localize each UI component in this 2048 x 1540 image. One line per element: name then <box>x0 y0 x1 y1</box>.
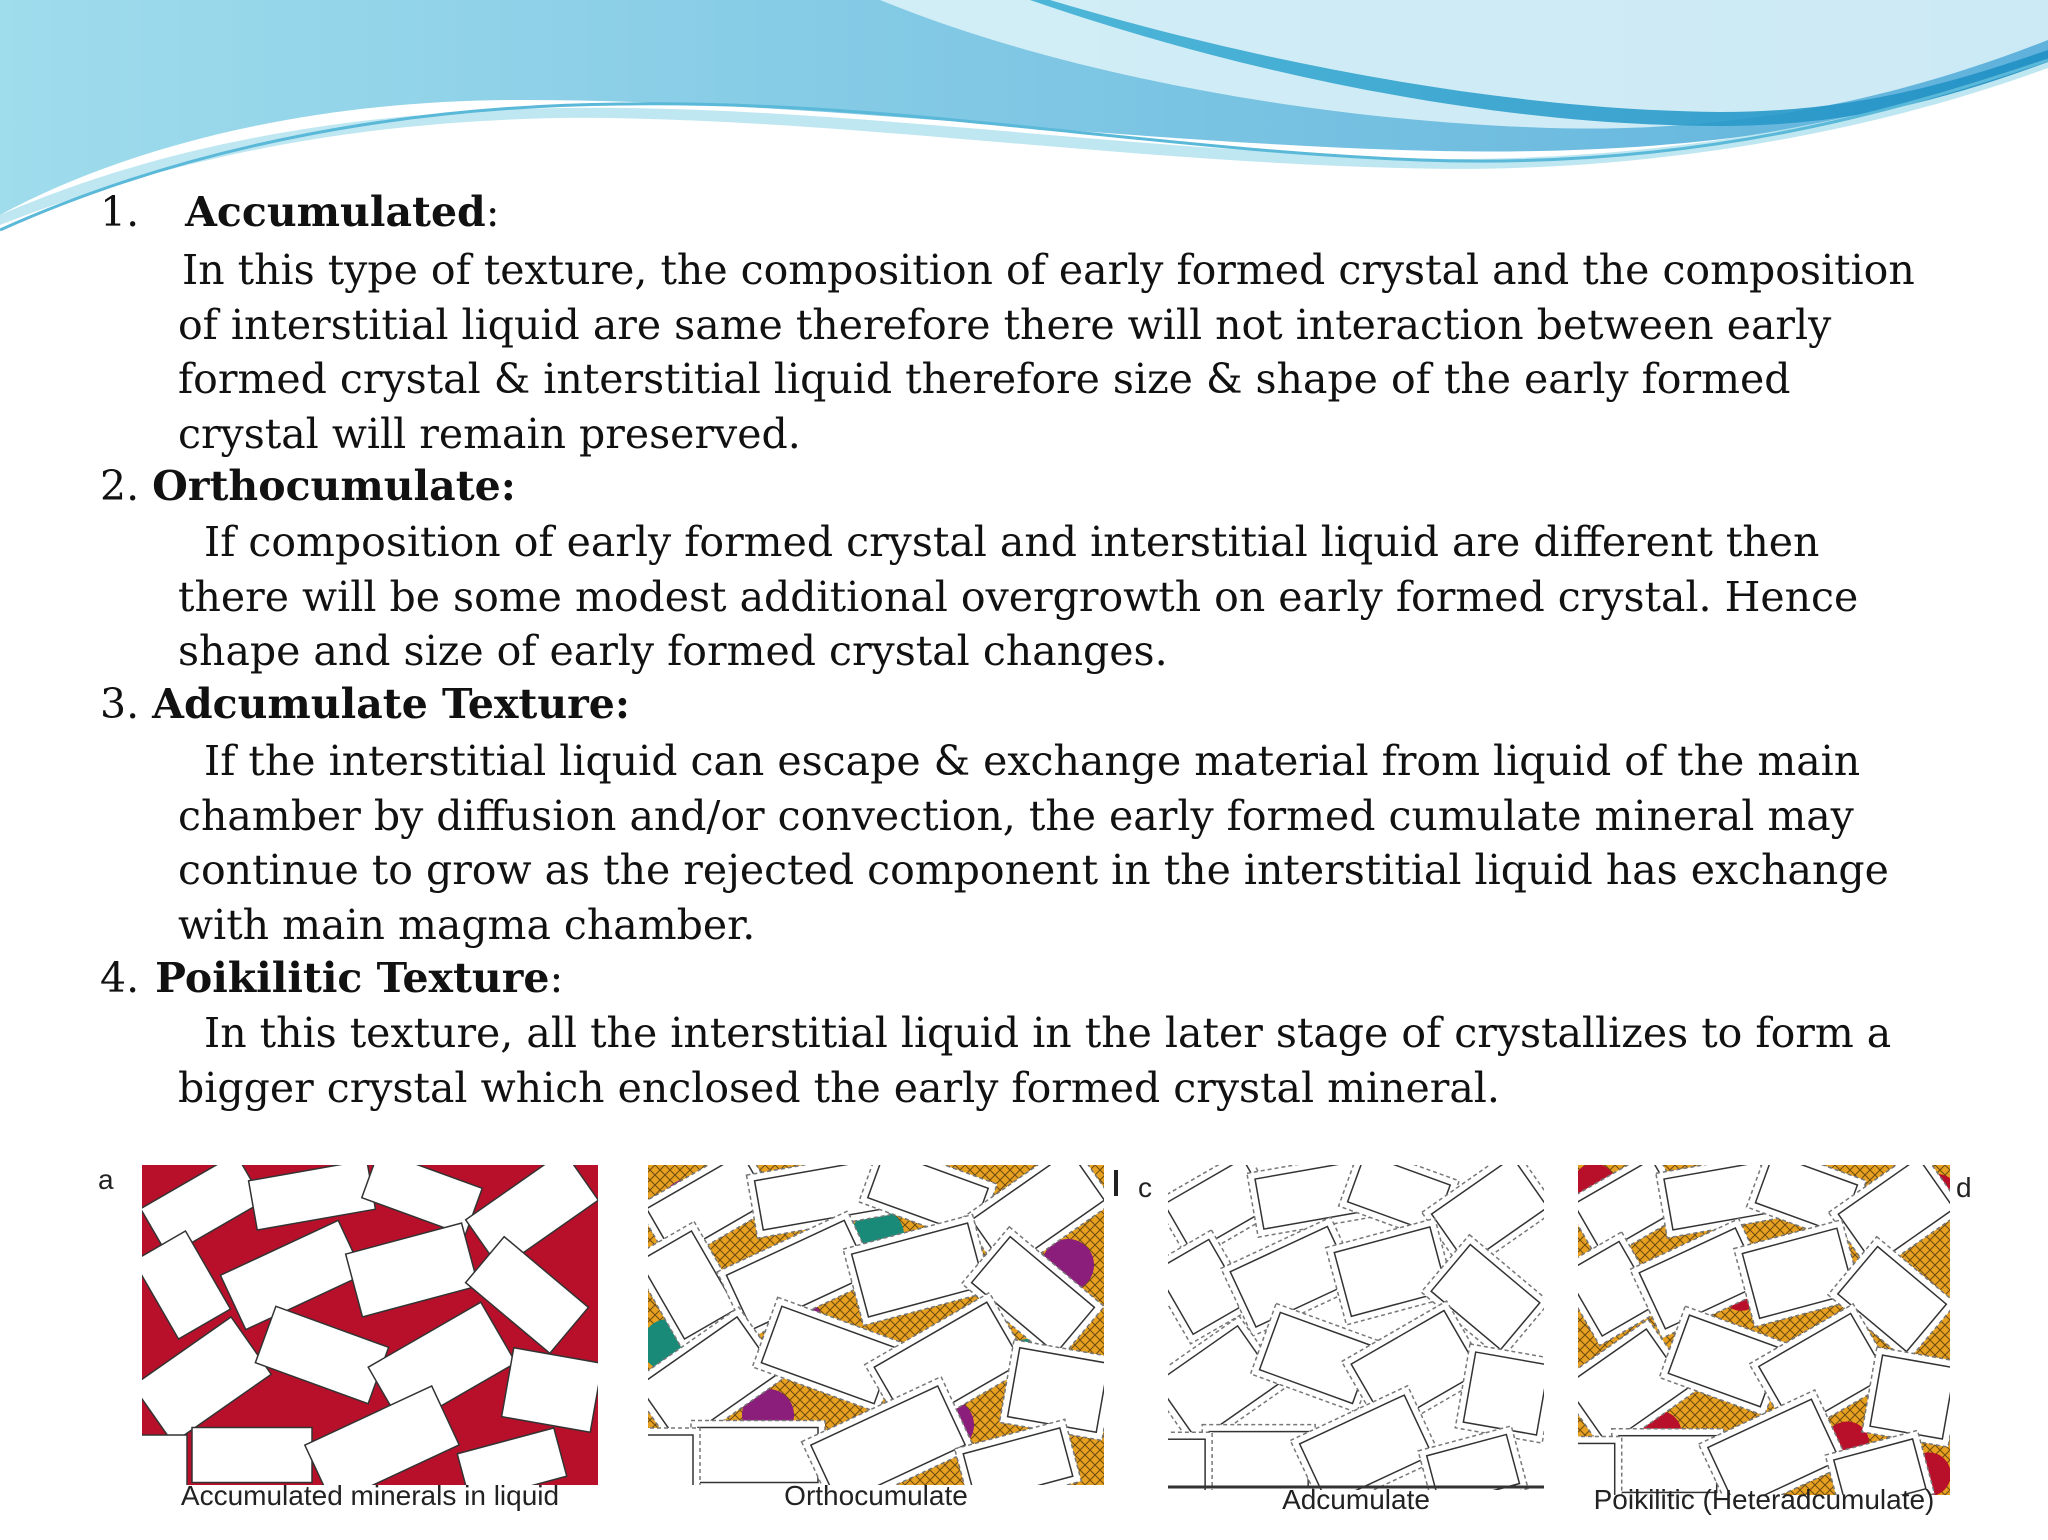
caption-accumulated: Accumulated minerals in liquid <box>180 1480 560 1511</box>
caption-poikilitic: Poikilitic (Heteradcumulate) <box>1593 1484 1935 1515</box>
section-2-title: Orthocumulate: <box>152 462 516 510</box>
section-4-title: Poikilitic Texture <box>155 954 550 1002</box>
section-3-body: If the interstitial liquid can escape & exchange material from liquid of the main chamber by diffusion and/or convection, the early formed cumulate mineral may continue to grow as the rejected component in the interstitial liquid has exchange with main magma chamber. <box>178 737 1889 949</box>
texture-illustrations <box>0 1150 2048 1536</box>
crystal <box>698 1428 818 1483</box>
section-1-suffix: : <box>485 188 500 236</box>
section-2-number: 2. <box>100 462 140 510</box>
panel-b-marker <box>1114 1170 1118 1196</box>
section-4-body: In this texture, all the interstitial liquid in the later stage of crystallizes to form a bigger crystal which enclosed the early formed crystal mineral. <box>178 1009 1892 1112</box>
section-3-number: 3. <box>100 680 140 728</box>
crystal <box>1870 1355 1955 1439</box>
section-4-suffix: : <box>549 954 564 1002</box>
section-1-number: 1. <box>100 188 140 236</box>
texture-figure-strip <box>0 1150 2048 1536</box>
accumulated-panel <box>133 1151 603 1504</box>
crystal <box>192 1428 312 1483</box>
section-1-title: Accumulated <box>185 188 486 236</box>
adcumulate-panel <box>1146 1150 1557 1513</box>
crystal <box>502 1348 603 1433</box>
section-1-heading <box>100 186 500 238</box>
poikilitic-panel <box>1556 1150 1964 1518</box>
section-3-title: Adcumulate Texture: <box>152 680 630 728</box>
orthocumulate-panel <box>629 1150 1116 1513</box>
section-2-heading <box>100 460 516 512</box>
section-3-heading <box>100 678 630 730</box>
crystal <box>1008 1348 1109 1433</box>
section-1-body: In this type of texture, the composition of early formed crystal and the composition of interstitial liquid are same therefore there will not interaction between early formed crystal & interstitial liquid therefore size & shape of the early formed crystal will remain preserved. <box>178 246 1915 458</box>
caption-adcumulate: Adcumulate <box>1282 1484 1430 1515</box>
crystal <box>1463 1352 1548 1435</box>
section-4-heading <box>100 952 563 1004</box>
panel-c-letter: c <box>1138 1172 1152 1203</box>
panel-a-letter: a <box>98 1164 114 1195</box>
section-4-number: 4. <box>100 954 140 1002</box>
caption-orthocumulate: Orthocumulate <box>784 1480 968 1511</box>
panel-d-letter: d <box>1956 1172 1972 1203</box>
section-2-body: If composition of early formed crystal and interstitial liquid are different then there will be some modest additional overgrowth on early formed crystal. Hence shape and size of early formed crystal changes. <box>178 518 1859 675</box>
